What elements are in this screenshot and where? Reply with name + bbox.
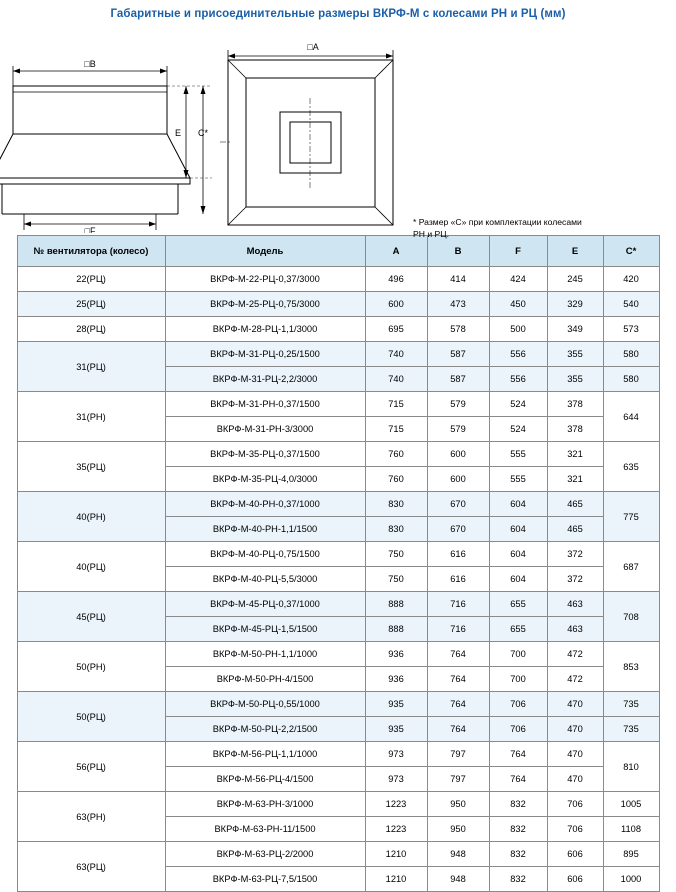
cell-b: 764 bbox=[427, 667, 489, 692]
cell-vent: 25(РЦ) bbox=[17, 292, 165, 317]
cell-e: 470 bbox=[547, 742, 603, 767]
cell-c: 573 bbox=[603, 317, 659, 342]
cell-model: ВКРФ-М-63-РЦ-2/2000 bbox=[165, 842, 365, 867]
cell-model: ВКРФ-М-56-РЦ-1,1/1000 bbox=[165, 742, 365, 767]
table-row bbox=[17, 742, 659, 767]
table-row bbox=[17, 267, 659, 292]
table-row bbox=[17, 642, 659, 667]
table-row bbox=[17, 542, 659, 567]
cell-model: ВКРФ-М-31-РН-0,37/1500 bbox=[165, 392, 365, 417]
cell-a: 750 bbox=[365, 567, 427, 592]
cell-model: ВКРФ-М-63-РН-3/1000 bbox=[165, 792, 365, 817]
cell-a: 935 bbox=[365, 717, 427, 742]
cell-model: ВКРФ-М-50-РН-1,1/1000 bbox=[165, 642, 365, 667]
cell-vent: 50(РЦ) bbox=[17, 692, 165, 742]
cell-b: 587 bbox=[427, 342, 489, 367]
cell-b: 716 bbox=[427, 617, 489, 642]
cell-model: ВКРФ-М-22-РЦ-0,37/3000 bbox=[165, 267, 365, 292]
cell-f: 555 bbox=[489, 442, 547, 467]
cell-a: 750 bbox=[365, 542, 427, 567]
cell-e: 606 bbox=[547, 867, 603, 892]
cell-vent: 40(РЦ) bbox=[17, 542, 165, 592]
cell-model: ВКРФ-М-50-РЦ-0,55/1000 bbox=[165, 692, 365, 717]
cell-model: ВКРФ-М-50-РЦ-2,2/1500 bbox=[165, 717, 365, 742]
dimensions-table bbox=[17, 235, 660, 892]
cell-c: 635 bbox=[603, 442, 659, 492]
cell-c: 1108 bbox=[603, 817, 659, 842]
cell-model: ВКРФ-М-40-РН-1,1/1500 bbox=[165, 517, 365, 542]
cell-a: 936 bbox=[365, 642, 427, 667]
cell-b: 616 bbox=[427, 567, 489, 592]
cell-b: 600 bbox=[427, 442, 489, 467]
cell-a: 760 bbox=[365, 442, 427, 467]
cell-vent: 31(РЦ) bbox=[17, 342, 165, 392]
cell-model: ВКРФ-М-40-РЦ-0,75/1500 bbox=[165, 542, 365, 567]
cell-a: 600 bbox=[365, 292, 427, 317]
cell-e: 372 bbox=[547, 567, 603, 592]
cell-b: 473 bbox=[427, 292, 489, 317]
cell-b: 948 bbox=[427, 842, 489, 867]
note-line-2: РН и РЦ. bbox=[413, 229, 449, 239]
cell-model: ВКРФ-М-31-РН-3/3000 bbox=[165, 417, 365, 442]
cell-a: 935 bbox=[365, 692, 427, 717]
cell-e: 472 bbox=[547, 667, 603, 692]
top-view-drawing bbox=[218, 28, 418, 233]
cell-c: 1005 bbox=[603, 792, 659, 817]
header-a: A bbox=[365, 236, 427, 267]
cell-b: 950 bbox=[427, 817, 489, 842]
cell-f: 706 bbox=[489, 717, 547, 742]
table-row bbox=[17, 292, 659, 317]
cell-a: 695 bbox=[365, 317, 427, 342]
cell-e: 706 bbox=[547, 817, 603, 842]
cell-model: ВКРФ-М-56-РЦ-4/1500 bbox=[165, 767, 365, 792]
cell-vent: 35(РЦ) bbox=[17, 442, 165, 492]
cell-vent: 63(РЦ) bbox=[17, 842, 165, 892]
table-row bbox=[17, 592, 659, 617]
cell-f: 604 bbox=[489, 542, 547, 567]
cell-a: 1210 bbox=[365, 867, 427, 892]
label-a: □A bbox=[307, 42, 319, 52]
cell-c: 775 bbox=[603, 492, 659, 542]
cell-e: 378 bbox=[547, 417, 603, 442]
cell-vent: 40(РН) bbox=[17, 492, 165, 542]
cell-f: 555 bbox=[489, 467, 547, 492]
cell-b: 579 bbox=[427, 417, 489, 442]
cell-e: 321 bbox=[547, 467, 603, 492]
cell-e: 245 bbox=[547, 267, 603, 292]
table-header-row bbox=[17, 236, 659, 267]
label-e: E bbox=[174, 128, 181, 138]
cell-e: 706 bbox=[547, 792, 603, 817]
cell-b: 600 bbox=[427, 467, 489, 492]
cell-vent: 63(РН) bbox=[17, 792, 165, 842]
cell-vent: 28(РЦ) bbox=[17, 317, 165, 342]
cell-model: ВКРФ-М-63-РЦ-7,5/1500 bbox=[165, 867, 365, 892]
cell-c: 580 bbox=[603, 342, 659, 367]
cell-a: 973 bbox=[365, 767, 427, 792]
cell-b: 948 bbox=[427, 867, 489, 892]
note-line-1: * Размер «С» при комплектации колесами bbox=[413, 217, 582, 227]
cell-a: 1223 bbox=[365, 792, 427, 817]
cell-b: 616 bbox=[427, 542, 489, 567]
cell-vent: 50(РН) bbox=[17, 642, 165, 692]
cell-e: 378 bbox=[547, 392, 603, 417]
label-b: □B bbox=[84, 59, 96, 69]
header-c: C* bbox=[603, 236, 659, 267]
cell-b: 579 bbox=[427, 392, 489, 417]
cell-b: 797 bbox=[427, 767, 489, 792]
cell-f: 764 bbox=[489, 742, 547, 767]
cell-f: 700 bbox=[489, 642, 547, 667]
header-vent: № вентилятора (колесо) bbox=[17, 236, 165, 267]
cell-model: ВКРФ-М-40-РН-0,37/1000 bbox=[165, 492, 365, 517]
cell-e: 321 bbox=[547, 442, 603, 467]
cell-b: 764 bbox=[427, 642, 489, 667]
cell-f: 655 bbox=[489, 592, 547, 617]
cell-f: 604 bbox=[489, 492, 547, 517]
cell-e: 355 bbox=[547, 367, 603, 392]
cell-a: 1223 bbox=[365, 817, 427, 842]
cell-c: 1000 bbox=[603, 867, 659, 892]
front-view-drawing bbox=[0, 28, 212, 233]
cell-e: 470 bbox=[547, 692, 603, 717]
cell-c: 735 bbox=[603, 717, 659, 742]
cell-e: 470 bbox=[547, 717, 603, 742]
label-f: □F bbox=[84, 226, 96, 233]
cell-a: 888 bbox=[365, 592, 427, 617]
cell-a: 740 bbox=[365, 367, 427, 392]
table-row bbox=[17, 317, 659, 342]
cell-a: 740 bbox=[365, 342, 427, 367]
cell-b: 950 bbox=[427, 792, 489, 817]
table-row bbox=[17, 792, 659, 817]
cell-e: 465 bbox=[547, 492, 603, 517]
cell-f: 604 bbox=[489, 567, 547, 592]
cell-f: 424 bbox=[489, 267, 547, 292]
cell-b: 797 bbox=[427, 742, 489, 767]
cell-a: 496 bbox=[365, 267, 427, 292]
cell-model: ВКРФ-М-28-РЦ-1,1/3000 bbox=[165, 317, 365, 342]
cell-a: 830 bbox=[365, 492, 427, 517]
cell-c: 687 bbox=[603, 542, 659, 592]
cell-b: 414 bbox=[427, 267, 489, 292]
note-text bbox=[413, 216, 582, 240]
cell-c: 644 bbox=[603, 392, 659, 442]
cell-f: 832 bbox=[489, 842, 547, 867]
cell-e: 465 bbox=[547, 517, 603, 542]
table-row bbox=[17, 492, 659, 517]
cell-e: 372 bbox=[547, 542, 603, 567]
cell-model: ВКРФ-М-45-РЦ-0,37/1000 bbox=[165, 592, 365, 617]
cell-c: 708 bbox=[603, 592, 659, 642]
cell-a: 715 bbox=[365, 417, 427, 442]
cell-model: ВКРФ-М-45-РЦ-1,5/1500 bbox=[165, 617, 365, 642]
cell-e: 472 bbox=[547, 642, 603, 667]
cell-e: 463 bbox=[547, 592, 603, 617]
cell-a: 936 bbox=[365, 667, 427, 692]
cell-f: 832 bbox=[489, 792, 547, 817]
cell-b: 670 bbox=[427, 517, 489, 542]
cell-e: 355 bbox=[547, 342, 603, 367]
drawings-area bbox=[0, 20, 676, 239]
cell-f: 524 bbox=[489, 417, 547, 442]
cell-f: 556 bbox=[489, 367, 547, 392]
cell-f: 500 bbox=[489, 317, 547, 342]
cell-a: 1210 bbox=[365, 842, 427, 867]
cell-a: 830 bbox=[365, 517, 427, 542]
header-b: B bbox=[427, 236, 489, 267]
cell-f: 706 bbox=[489, 692, 547, 717]
cell-model: ВКРФ-М-31-РЦ-0,25/1500 bbox=[165, 342, 365, 367]
cell-model: ВКРФ-М-63-РН-11/1500 bbox=[165, 817, 365, 842]
cell-model: ВКРФ-М-40-РЦ-5,5/3000 bbox=[165, 567, 365, 592]
cell-e: 606 bbox=[547, 842, 603, 867]
cell-f: 700 bbox=[489, 667, 547, 692]
table-row bbox=[17, 842, 659, 867]
cell-f: 604 bbox=[489, 517, 547, 542]
cell-b: 764 bbox=[427, 717, 489, 742]
cell-b: 578 bbox=[427, 317, 489, 342]
cell-b: 764 bbox=[427, 692, 489, 717]
cell-f: 764 bbox=[489, 767, 547, 792]
cell-f: 524 bbox=[489, 392, 547, 417]
cell-c: 853 bbox=[603, 642, 659, 692]
cell-f: 655 bbox=[489, 617, 547, 642]
cell-f: 556 bbox=[489, 342, 547, 367]
cell-vent: 22(РЦ) bbox=[17, 267, 165, 292]
page-title: Габаритные и присоединительные размеры ВКРФ-М с колесами РН и РЦ (мм) bbox=[110, 8, 566, 20]
cell-model: ВКРФ-М-50-РН-4/1500 bbox=[165, 667, 365, 692]
cell-vent: 45(РЦ) bbox=[17, 592, 165, 642]
cell-f: 832 bbox=[489, 817, 547, 842]
header-f: F bbox=[489, 236, 547, 267]
cell-b: 716 bbox=[427, 592, 489, 617]
cell-model: ВКРФ-М-35-РЦ-0,37/1500 bbox=[165, 442, 365, 467]
cell-c: 895 bbox=[603, 842, 659, 867]
cell-e: 463 bbox=[547, 617, 603, 642]
cell-e: 470 bbox=[547, 767, 603, 792]
table-row bbox=[17, 392, 659, 417]
header-e: E bbox=[547, 236, 603, 267]
cell-a: 973 bbox=[365, 742, 427, 767]
cell-b: 587 bbox=[427, 367, 489, 392]
header-model: Модель bbox=[165, 236, 365, 267]
cell-vent: 31(РН) bbox=[17, 392, 165, 442]
cell-a: 760 bbox=[365, 467, 427, 492]
cell-c: 540 bbox=[603, 292, 659, 317]
table-row bbox=[17, 442, 659, 467]
table-row bbox=[17, 342, 659, 367]
cell-f: 450 bbox=[489, 292, 547, 317]
cell-model: ВКРФ-М-25-РЦ-0,75/3000 bbox=[165, 292, 365, 317]
label-c: C* bbox=[197, 128, 209, 138]
cell-c: 810 bbox=[603, 742, 659, 792]
cell-c: 580 bbox=[603, 367, 659, 392]
cell-e: 329 bbox=[547, 292, 603, 317]
cell-e: 349 bbox=[547, 317, 603, 342]
cell-f: 832 bbox=[489, 867, 547, 892]
cell-model: ВКРФ-М-35-РЦ-4,0/3000 bbox=[165, 467, 365, 492]
table-body bbox=[17, 267, 659, 892]
cell-vent: 56(РЦ) bbox=[17, 742, 165, 792]
cell-c: 735 bbox=[603, 692, 659, 717]
cell-b: 670 bbox=[427, 492, 489, 517]
cell-a: 715 bbox=[365, 392, 427, 417]
cell-model: ВКРФ-М-31-РЦ-2,2/3000 bbox=[165, 367, 365, 392]
cell-c: 420 bbox=[603, 267, 659, 292]
table-row bbox=[17, 692, 659, 717]
cell-a: 888 bbox=[365, 617, 427, 642]
